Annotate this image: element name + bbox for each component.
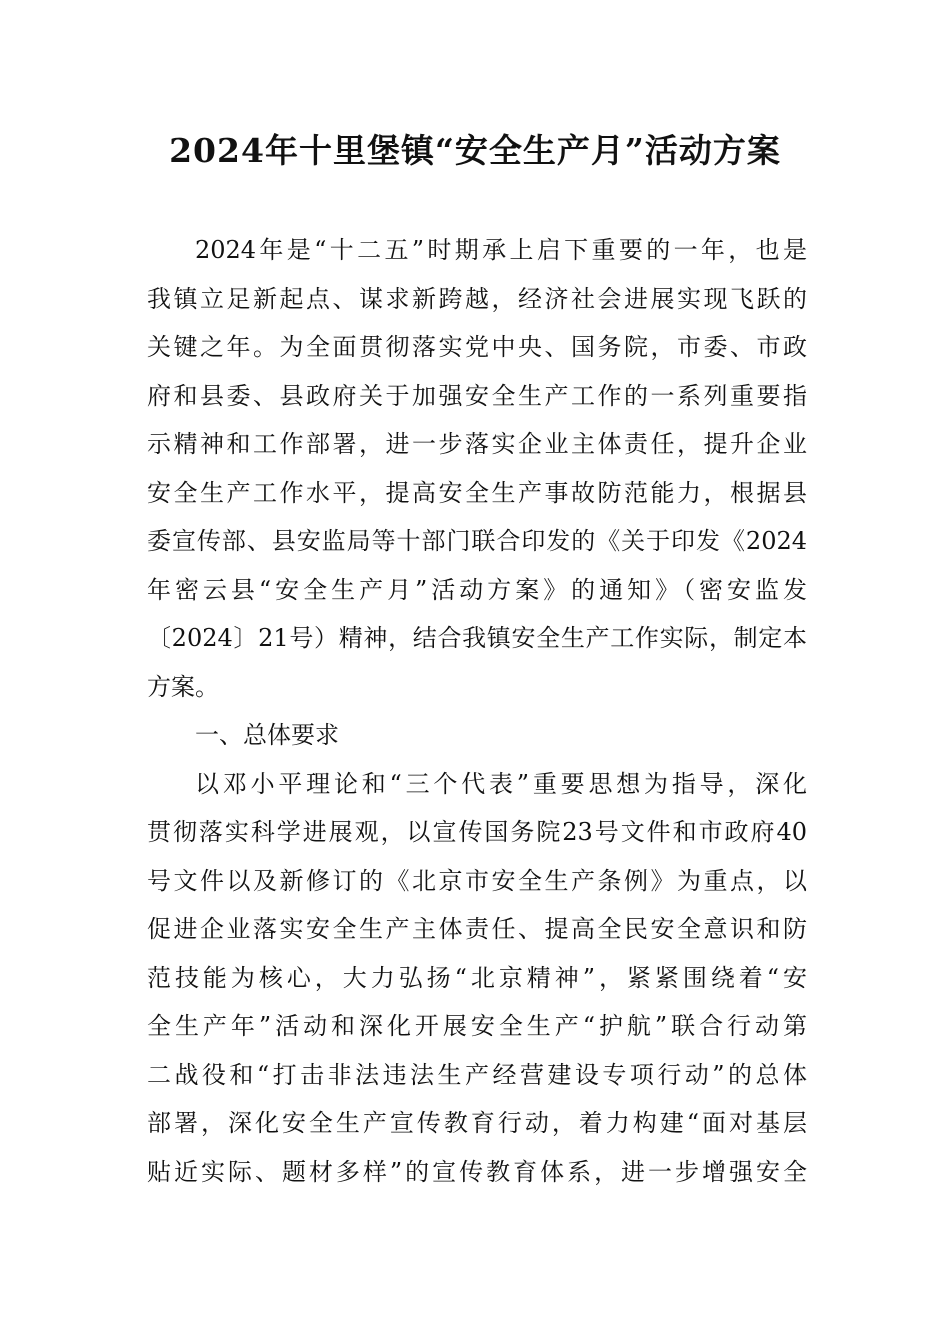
paragraph-line: 二战役和“打击非法违法生产经营建设专项行动”的总体: [147, 1060, 807, 1089]
document-body: [147, 226, 807, 1196]
paragraph-line: 我镇立足新起点、谋求新跨越，经济社会进展实现飞跃的: [147, 284, 807, 313]
paragraph-line: 范技能为核心，大力弘扬“北京精神”，紧紧围绕着“安: [147, 963, 807, 992]
paragraph-line: 贴近实际、题材多样”的宣传教育体系，进一步增强安全: [147, 1157, 807, 1186]
paragraph-line: 示精神和工作部署，进一步落实企业主体责任，提升企业: [147, 430, 807, 458]
paragraph-line: 2024年是“十二五”时期承上启下重要的一年，也是: [195, 236, 807, 264]
paragraph-line: 方案。: [147, 672, 219, 701]
paragraph-line: 委宣传部、县安监局等十部门联合印发的《关于印发《2024: [147, 527, 807, 555]
section-heading: 一、总体要求: [195, 721, 339, 749]
paragraph-line: 全生产年”活动和深化开展安全生产“护航”联合行动第: [147, 1012, 807, 1040]
paragraph-line: 号文件以及新修订的《北京市安全生产条例》为重点，以: [147, 866, 807, 895]
paragraph-line: 年密云县“安全生产月”活动方案》的通知》（密安监发: [147, 575, 807, 604]
paragraph-line: 安全生产工作水平，提高安全生产事故防范能力，根据县: [147, 478, 807, 507]
paragraph-line: 以邓小平理论和“三个代表”重要思想为指导，深化: [195, 769, 807, 798]
paragraph-line: 关键之年。为全面贯彻落实党中央、国务院，市委、市政: [147, 333, 807, 361]
paragraph-line: 〔2024〕21号）精神，结合我镇安全生产工作实际，制定本: [147, 624, 807, 652]
document-title: 2024年十里堡镇“安全生产月”活动方案: [169, 131, 781, 170]
paragraph-line: 府和县委、县政府关于加强安全生产工作的一系列重要指: [147, 381, 807, 410]
paragraph-line: 贯彻落实科学进展观，以宣传国务院23号文件和市政府40: [147, 818, 807, 846]
paragraph-line: 部署，深化安全生产宣传教育行动，着力构建“面对基层: [147, 1109, 807, 1137]
paragraph-line: 促进企业落实安全生产主体责任、提高全民安全意识和防: [147, 915, 807, 943]
